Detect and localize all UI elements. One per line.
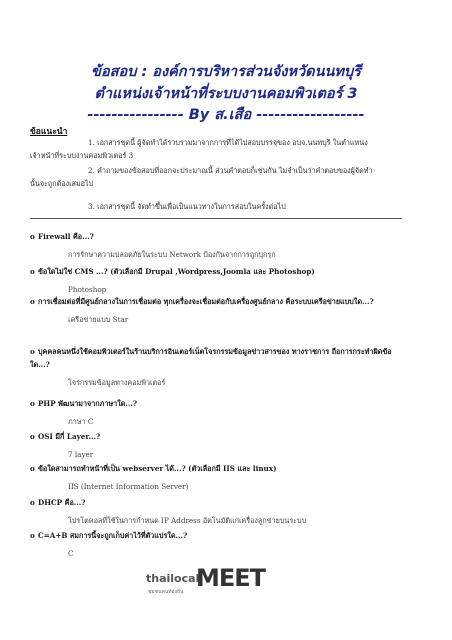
answer: 7 layer — [68, 450, 94, 459]
question — [30, 430, 410, 443]
logo-tagline: ชุมชนคนท้องถิ่น — [148, 589, 184, 595]
bullet-circle-icon: o — [30, 464, 35, 473]
answer: การรักษาความปลอดภัยในระบบ Network ป้องกันจากการถูกบุกรุก — [68, 250, 276, 259]
qa-item — [30, 230, 410, 261]
note-3-line-1: 3. เอกสารชุดนี้ จัดทำขึ้นเพื่อเป็นแนวทางในการสอบในครั้งต่อไป — [88, 202, 286, 211]
question-text: DHCP คือ...? — [38, 498, 86, 507]
title-line-2: ตำแหน่งเจ้าหน้าที่ระบบงานคอมพิวเตอร์ 3 — [94, 86, 358, 102]
qa-item — [30, 496, 410, 527]
qa-item — [30, 295, 410, 326]
note-paragraph-3 — [30, 200, 410, 213]
answer: ภาษา C — [68, 417, 94, 426]
question-text: OSI มีกี่ Layer...? — [38, 432, 101, 441]
note-2-line-1: 2. คำถามของข้อสอบที่ออกจะประมาณนี้ ส่วนคำตอบก็เช่นกัน ไม่จำเป็นว่าคำตอบของผู้จัดทำ — [88, 166, 373, 175]
question-text: PHP พัฒนามาจากภาษาใด...? — [38, 399, 138, 408]
question — [30, 345, 410, 371]
question — [30, 397, 410, 410]
note-1-line-1: 1. เอกสารชุดนี้ ผู้จัดทำได้รวบรวมมาจากการที่ได้ไปสอบบรรจุของ อบจ.นนทบุรี ในตำแหน่ง — [88, 138, 368, 147]
question — [30, 496, 410, 509]
bullet-circle-icon: o — [30, 232, 35, 241]
answer: C — [68, 549, 74, 558]
question — [30, 295, 410, 308]
note-paragraph-1 — [30, 136, 410, 162]
question-text: ข้อใดไม่ใช่ CMS ...? (ตัวเลือกมี Drupal ,Wordpress,Joomla และ Photoshop) — [38, 267, 315, 276]
qa-item — [30, 397, 410, 428]
answer: โปรโตคอลที่ใช้ในการกำหนด IP Address อัตโนมัติแก่เครื่องลูกข่ายบนระบบ — [68, 516, 307, 525]
answer: IIS (Internet Information Server) — [68, 482, 189, 491]
note-paragraph-2 — [30, 164, 410, 190]
logo-big-text: MEET — [196, 564, 266, 592]
question-text: บุคคลคนหนึ่งใช้คอมพิวเตอร์ในร้านบริการอินเตอร์เน็ตโจรกรรมข้อมูลข่าวสารของ ทางราชการ ถือการกระทำผิดข้อใด...? — [30, 347, 392, 369]
qa-item — [30, 345, 410, 389]
question — [30, 230, 410, 243]
title-line-1: ข้อสอบ : องค์การบริหารส่วนจังหวัดนนทบุรี — [91, 64, 361, 80]
question-text: การเชื่อมต่อที่มีศูนย์กลางในการเชื่อมต่อ ทุกเครื่องจะเชื่อมต่อกับเครื่องศูนย์กลาง คือระบบเครือข่ายแบบใด...? — [38, 297, 374, 306]
answer: Photoshop — [68, 285, 107, 294]
bullet-circle-icon: o — [30, 498, 35, 507]
bullet-circle-icon: o — [30, 399, 35, 408]
answer: โจรกรรมข้อมูลทางคอมพิวเตอร์ — [68, 378, 166, 387]
qa-item — [30, 529, 410, 560]
thailocalmeet-logo — [146, 566, 306, 600]
bullet-circle-icon: o — [30, 267, 35, 276]
title-line-3: ---------------- By ส.เสือ ------------------ — [87, 107, 365, 123]
logo-small-text: thailocal — [146, 572, 200, 585]
question — [30, 462, 410, 475]
question — [30, 529, 410, 542]
question-text: Firewall คือ...? — [38, 232, 94, 241]
bullet-circle-icon: o — [30, 347, 35, 356]
note-2-line-2: นั้นจะถูกต้องเสมอไป — [30, 179, 94, 188]
question — [30, 265, 410, 278]
notes-heading: ข้อแนะนำ — [30, 127, 68, 137]
answer: เครือข่ายแบบ Star — [68, 315, 129, 324]
bullet-circle-icon: o — [30, 297, 35, 306]
question-text: ข้อใดสามารถทำหน้าที่เป็น webserver ได้...? (ตัวเลือกมี IIS และ linux) — [38, 464, 277, 473]
bullet-circle-icon: o — [30, 531, 35, 540]
bullet-circle-icon: o — [30, 432, 35, 441]
qa-item — [30, 430, 410, 461]
qa-item — [30, 265, 410, 296]
note-1-line-2: เจ้าหน้าที่ระบบงานคอมพิวเตอร์ 3 — [30, 151, 134, 160]
qa-item — [30, 462, 410, 493]
question-text: C=A+B สมการนี้จะถูกเก็บค่าไว้ที่ตัวแปรใด...? — [38, 531, 188, 540]
divider — [30, 218, 402, 219]
